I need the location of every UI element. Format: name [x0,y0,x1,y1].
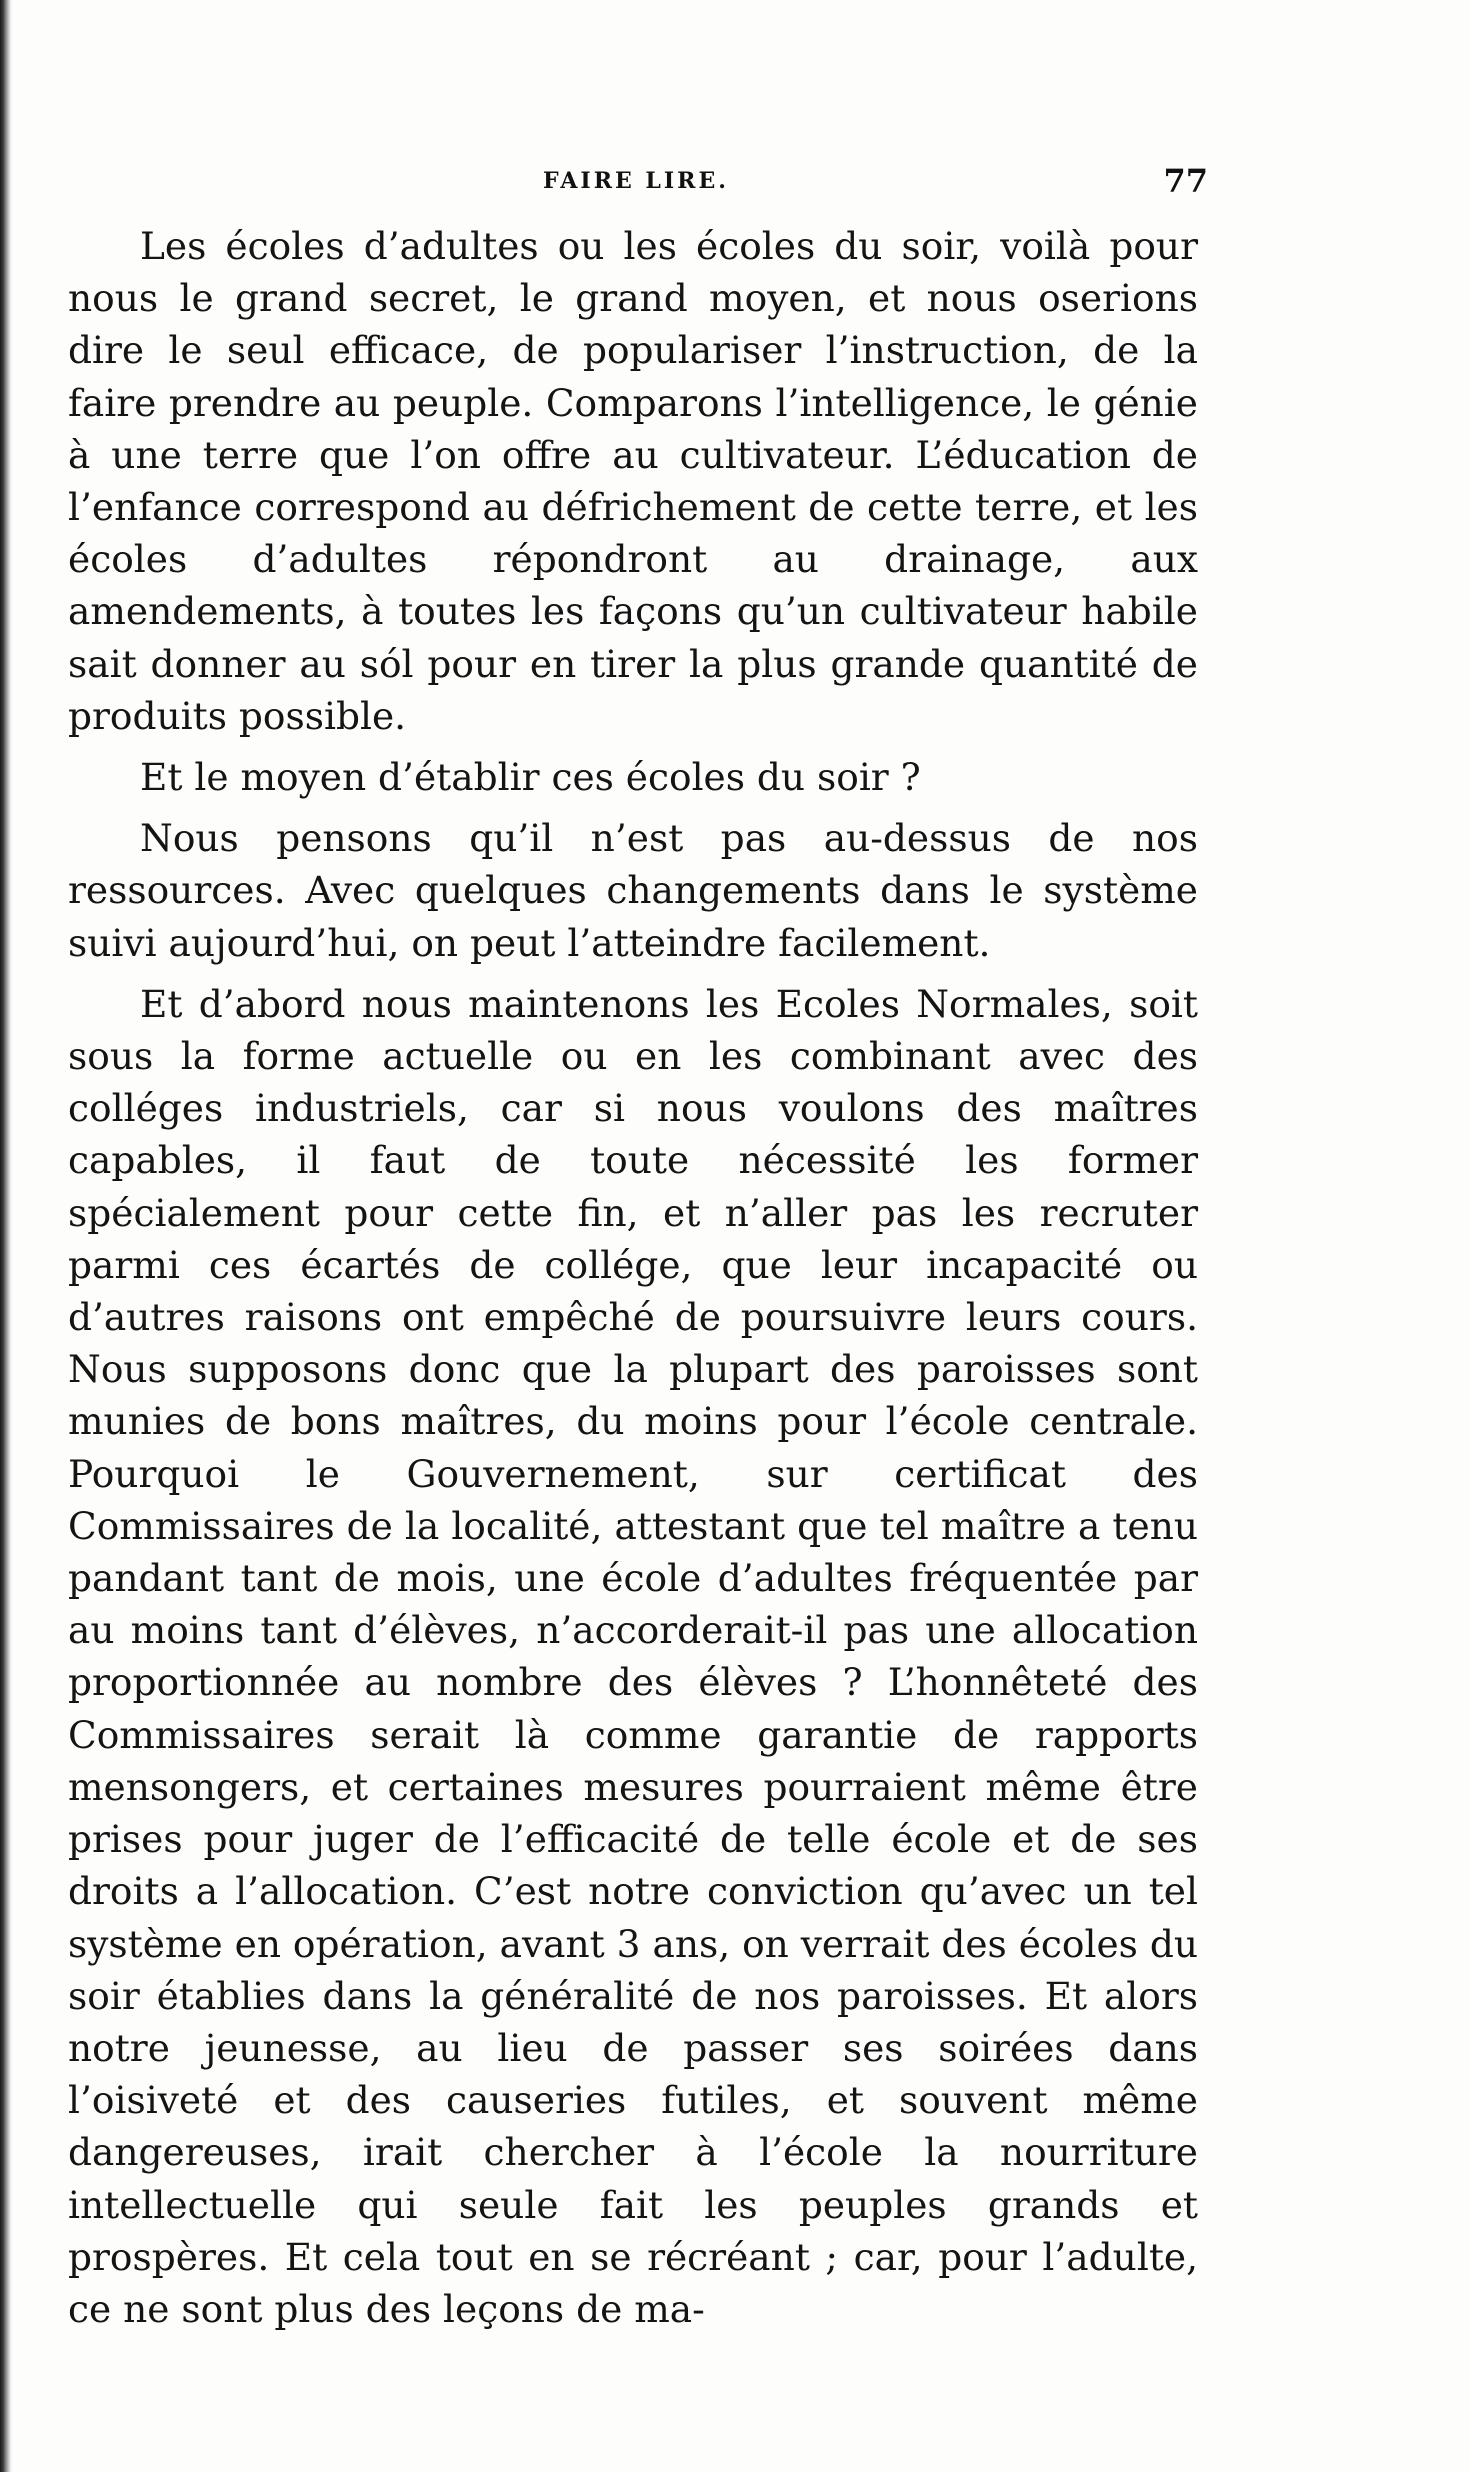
running-title: FAIRE LIRE. [543,168,729,194]
paragraph: Et d’abord nous maintenons les Ecoles Normales, soit sous la forme actuelle ou en les combinant avec des colléges industriels, car si nous voulons des maîtres capables, il faut de toute nécessité les former spécialement pour cette fin, et n’aller pas les recruter parmi ces écartés de collége, que leur incapacité ou d’autres raisons ont empêché de poursuivre leurs cours. Nous supposons donc que la plupart des paroisses sont munies de bons maîtres, du moins pour l’école centrale. Pourquoi le Gouvernement, sur certificat des Commissaires de la localité, attestant que tel maître a tenu pandant tant de mois, une école d’adultes fréquentée par au moins tant d’élèves, n’accorderait-il pas une allocation proportionnée au nombre des élèves ? L’honnêteté des Commissaires serait là comme garantie de rapports mensongers, et certaines mesures pourraient même être prises pour juger de l’efficacité de telle école et de ses droits a l’allocation. C’est notre conviction qu’avec un tel système en opération, avant 3 ans, on verrait des écoles du soir établies dans la généralité de nos paroisses. Et alors notre jeunesse, au lieu de passer ses soirées dans l’oisiveté et des causeries futiles, et souvent même dangereuses, irait chercher à l’école la nourriture intellectuelle qui seule fait les peuples grands et prospères. Et cela tout en se récréant ; car, pour l’adulte, ce ne sont plus des leçons de ma- [68,981,1198,2331]
paragraph: Et le moyen d’établir ces écoles du soir ? [140,755,921,800]
running-head [68,162,1218,202]
paragraph: Nous pensons qu’il n’est pas au-dessus de nos ressources. Avec quelques changements dans le système suivi aujourd’hui, on peut l’atteindre facilement. [68,816,1198,965]
body-text [68,220,1198,2335]
paragraph: Les écoles d’adultes ou les écoles du soir, voilà pour nous le grand secret, le grand moyen, et nous oserions dire le seul efficace, de populariser l’instruction, de la faire prendre au peuple. Comparons l’intelligence, le génie à une terre que l’on offre au cultivateur. L’éducation de l’enfance correspond au défrichement de cette terre, et les écoles d’adultes répondront au drainage, aux amendements, à toutes les façons qu’un cultivateur habile sait donner au sól pour en tirer la plus grande quantité de produits possible. [68,224,1198,738]
book-binding-edge [0,0,12,2472]
page-number: 77 [1163,162,1208,200]
